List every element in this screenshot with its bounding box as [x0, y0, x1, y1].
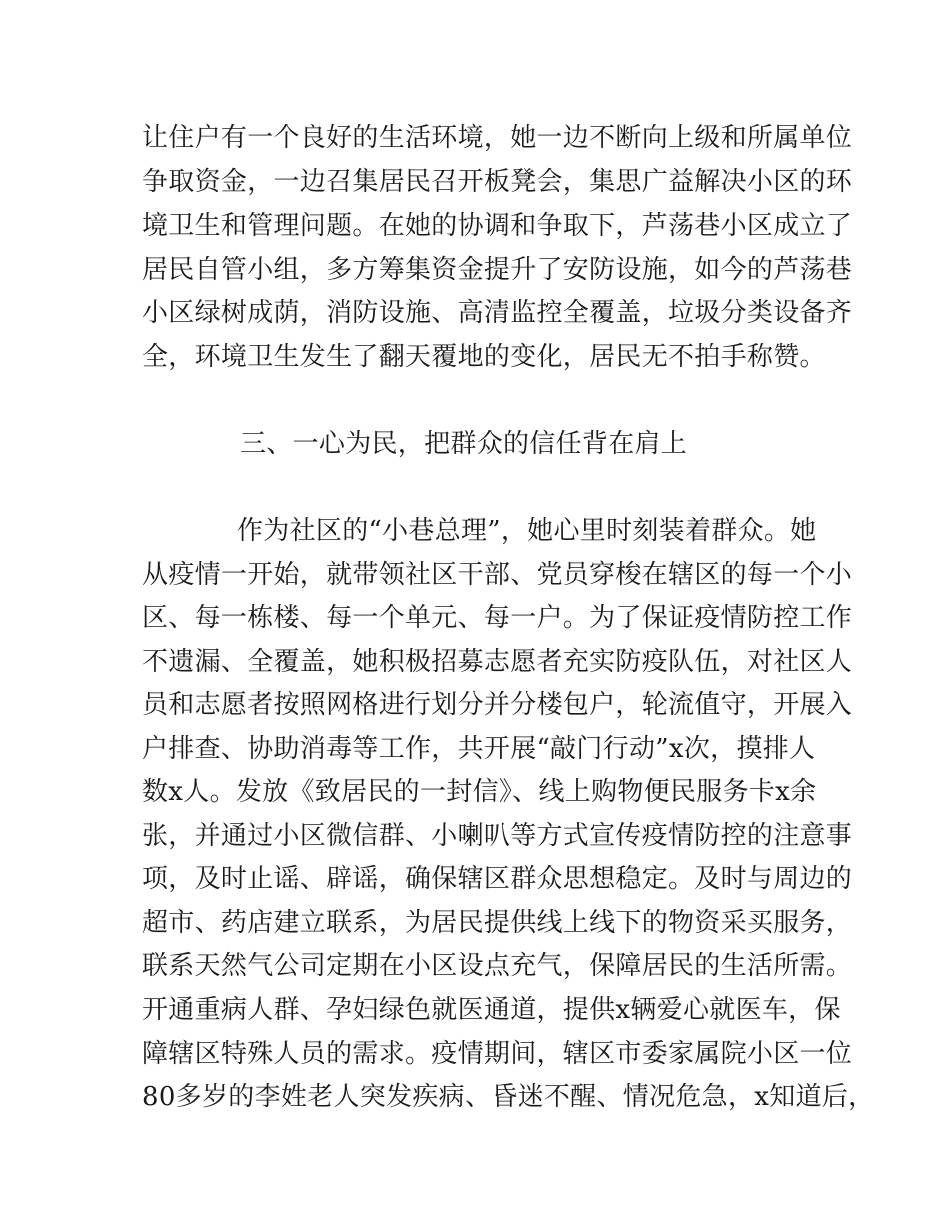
- paragraph-2-line-2: 从疫情一开始，就带领社区干部、党员穿梭在辖区的每一个小: [142, 560, 853, 590]
- paragraph-1-line-1: 让住户有一个良好的生活环境，她一边不断向上级和所属单位: [142, 123, 853, 153]
- paragraph-2-line-6: 户排查、协助消毒等工作，共开展“敲门行动”x次，摸排人: [142, 734, 816, 764]
- paragraph-2-line-5: 员和志愿者按照网格进行划分并分楼包户，轮流值守，开展入: [142, 690, 853, 720]
- paragraph-2-line-13: 障辖区特殊人员的需求。疫情期间，辖区市委家属院小区一位: [142, 1039, 853, 1069]
- paragraph-2-line-4: 不遗漏、全覆盖，她积极招募志愿者充实防疫队伍，对社区人: [142, 647, 853, 677]
- paragraph-2-line-3: 区、每一栋楼、每一个单元、每一户。为了保证疫情防控工作: [142, 603, 853, 633]
- section-heading: 三、一心为民，把群众的信任背在肩上: [240, 429, 688, 459]
- paragraph-2-line-10: 超市、药店建立联系，为居民提供线上线下的物资采买服务，: [142, 908, 853, 938]
- paragraph-2-line-8: 张，并通过小区微信群、小喇叭等方式宣传疫情防控的注意事: [142, 821, 853, 851]
- paragraph-1-line-5: 小区绿树成荫，消防设施、高清监控全覆盖，垃圾分类设备齐: [142, 298, 853, 328]
- paragraph-1-line-3: 境卫生和管理问题。在她的协调和争取下，芦荡巷小区成立了: [142, 211, 853, 241]
- paragraph-1-line-6: 全，环境卫生发生了翻天覆地的变化，居民无不拍手称赞。: [142, 342, 826, 372]
- paragraph-2-line-14: 80多岁的李姓老人突发疾病、昏迷不醒、情况危急，x知道后，: [142, 1082, 875, 1112]
- paragraph-2-line-11: 联系天然气公司定期在小区设点充气，保障居民的生活所需。: [142, 951, 853, 981]
- paragraph-2-line-7: 数x人。发放《致居民的一封信》、线上购物便民服务卡x余: [142, 777, 817, 807]
- paragraph-2-line-1: 作为社区的“小巷总理”，她心里时刻装着群众。她: [237, 516, 817, 546]
- paragraph-2-line-12: 开通重病人群、孕妇绿色就医通道，提供x辆爱心就医车，保: [142, 995, 841, 1025]
- paragraph-2-line-9: 项，及时止谣、辟谣，确保辖区群众思想稳定。及时与周边的: [142, 864, 853, 894]
- paragraph-1-line-4: 居民自管小组，多方筹集资金提升了安防设施，如今的芦荡巷: [142, 255, 853, 285]
- paragraph-1-line-2: 争取资金，一边召集居民召开板凳会，集思广益解决小区的环: [142, 167, 853, 197]
